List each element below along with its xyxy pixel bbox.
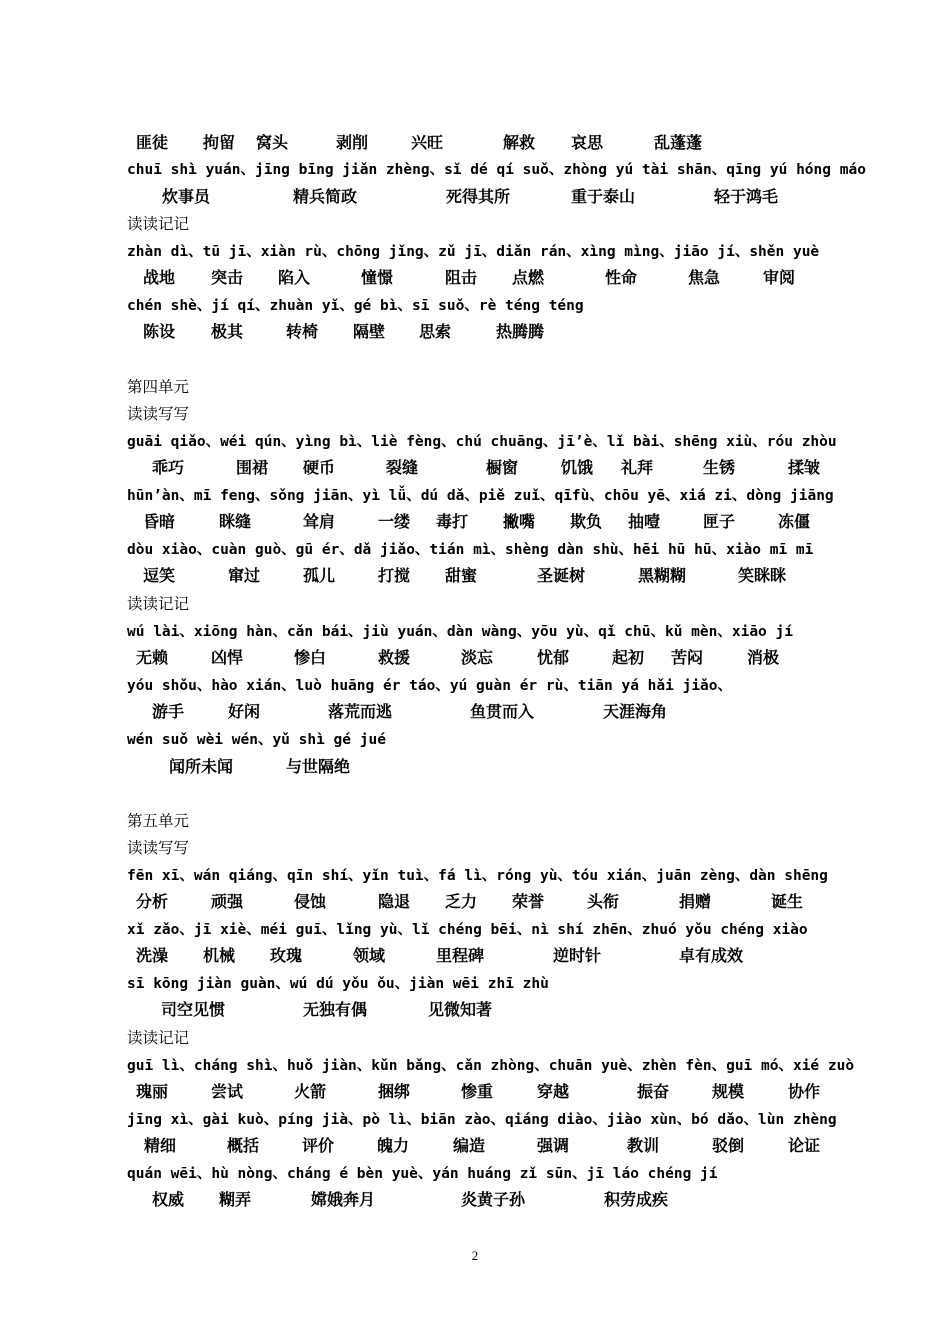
vocab-word: 里程碑 <box>436 946 485 965</box>
hanzi-row <box>127 266 847 290</box>
vocab-word: 分析 <box>136 892 169 911</box>
vocab-word: 见微知著 <box>428 1000 493 1019</box>
vocab-word: 头衔 <box>587 892 620 911</box>
vocab-word: 捆绑 <box>378 1082 411 1101</box>
page-number: 2 <box>471 1248 479 1263</box>
vocab-word: 规模 <box>712 1082 745 1101</box>
vocab-word: 孤儿 <box>303 566 336 585</box>
vocab-word: 硬币 <box>303 458 336 477</box>
vocab-word: 积劳成疾 <box>604 1190 669 1209</box>
vocab-word: 点燃 <box>512 268 545 287</box>
vocab-word: 起初 <box>612 648 645 667</box>
vocab-word: 审阅 <box>763 268 796 287</box>
vocab-word: 冻僵 <box>778 512 811 531</box>
vocab-word: 无独有偶 <box>303 1000 368 1019</box>
vocab-word: 窜过 <box>228 566 261 585</box>
vocab-word: 强调 <box>537 1136 570 1155</box>
vocab-word: 死得其所 <box>446 187 511 206</box>
vocab-word: 窝头 <box>256 133 289 152</box>
pinyin-line: xǐ zǎo、jī xiè、méi guī、lǐng yù、lǐ chéng bēi、nì shí zhēn、zhuó yǒu chéng xiào <box>127 922 808 938</box>
vocab-word: 顽强 <box>211 892 244 911</box>
vocab-word: 驳倒 <box>712 1136 745 1155</box>
vocab-word: 拘留 <box>203 133 236 152</box>
vocab-word: 卓有成效 <box>679 946 744 965</box>
vocab-word: 论证 <box>788 1136 821 1155</box>
vocab-word: 轻于鸿毛 <box>714 187 779 206</box>
vocab-word: 乱蓬蓬 <box>654 133 703 152</box>
vocab-word: 编造 <box>453 1136 486 1155</box>
vocab-word: 火箭 <box>294 1082 327 1101</box>
vocab-word: 兴旺 <box>411 133 444 152</box>
vocab-word: 领域 <box>353 946 386 965</box>
vocab-word: 圣诞树 <box>537 566 586 585</box>
vocab-word: 振奋 <box>637 1082 670 1101</box>
section-heading: 读读写写 <box>127 839 190 857</box>
vocab-word: 淡忘 <box>461 648 494 667</box>
vocab-word: 陷入 <box>278 268 311 287</box>
vocab-word: 司空见惯 <box>161 1000 226 1019</box>
vocab-word: 撇嘴 <box>503 512 536 531</box>
vocab-word: 诞生 <box>771 892 804 911</box>
vocab-word: 落荒而逃 <box>328 702 393 721</box>
hanzi-row <box>127 185 847 209</box>
pinyin-line: sī kōng jiàn guàn、wú dú yǒu ǒu、jiàn wēi zhī zhù <box>127 976 549 992</box>
hanzi-row <box>127 320 847 344</box>
pinyin-line: chén shè、jí qí、zhuàn yǐ、gé bì、sī suǒ、rè téng téng <box>127 298 584 314</box>
vocab-word: 阻击 <box>445 268 478 287</box>
vocab-word: 机械 <box>203 946 236 965</box>
hanzi-row <box>127 456 847 480</box>
vocab-word: 隔壁 <box>353 322 386 341</box>
vocab-word: 解救 <box>503 133 536 152</box>
vocab-word: 隐退 <box>378 892 411 911</box>
vocab-word: 转椅 <box>286 322 319 341</box>
vocab-word: 逗笑 <box>143 566 176 585</box>
hanzi-row <box>127 131 847 155</box>
vocab-word: 揉皱 <box>788 458 821 477</box>
vocab-word: 糊弄 <box>219 1190 252 1209</box>
vocab-word: 欺负 <box>570 512 603 531</box>
pinyin-line: wú lài、xiōng hàn、cǎn bái、jiù yuán、dàn wàng、yōu yù、qǐ chū、kǔ mèn、xiāo jí <box>127 624 793 640</box>
vocab-word: 忧郁 <box>537 648 570 667</box>
vocab-word: 洗澡 <box>136 946 169 965</box>
vocab-word: 极其 <box>211 322 244 341</box>
vocab-word: 打搅 <box>378 566 411 585</box>
vocab-word: 乖巧 <box>152 458 185 477</box>
vocab-word: 与世隔绝 <box>286 757 351 776</box>
section-heading: 读读记记 <box>127 595 190 613</box>
pinyin-line: quán wēi、hù nòng、cháng é bèn yuè、yán huáng zǐ sūn、jī láo chéng jí <box>127 1166 718 1182</box>
pinyin-line: dòu xiào、cuàn guò、gū ér、dǎ jiǎo、tián mì、shèng dàn shù、hēi hū hū、xiào mī mī <box>127 542 814 558</box>
vocab-word: 闻所未闻 <box>169 757 234 776</box>
vocab-word: 侵蚀 <box>294 892 327 911</box>
vocab-word: 匣子 <box>703 512 736 531</box>
vocab-word: 无赖 <box>136 648 169 667</box>
vocab-word: 游手 <box>152 702 185 721</box>
pinyin-line: yóu shǒu、hào xián、luò huāng ér táo、yú guàn ér rù、tiān yá hǎi jiǎo、 <box>127 678 733 694</box>
vocab-word: 惨重 <box>461 1082 494 1101</box>
vocab-word: 鱼贯而入 <box>470 702 535 721</box>
hanzi-row <box>127 646 847 670</box>
hanzi-row <box>127 944 847 968</box>
vocab-word: 橱窗 <box>486 458 519 477</box>
vocab-word: 逆时针 <box>553 946 602 965</box>
vocab-word: 裂缝 <box>386 458 419 477</box>
hanzi-row <box>127 700 847 724</box>
vocab-word: 瑰丽 <box>136 1082 169 1101</box>
vocab-word: 嫦娥奔月 <box>311 1190 376 1209</box>
vocab-word: 昏暗 <box>143 512 176 531</box>
vocab-word: 性命 <box>605 268 638 287</box>
vocab-word: 甜蜜 <box>445 566 478 585</box>
vocab-word: 惨白 <box>294 648 327 667</box>
vocab-word: 玫瑰 <box>270 946 303 965</box>
vocab-word: 战地 <box>143 268 176 287</box>
pinyin-line: guī lì、cháng shì、huǒ jiàn、kǔn bǎng、cǎn zhòng、chuān yuè、zhèn fèn、guī mó、xié zuò <box>127 1058 855 1074</box>
hanzi-row <box>127 755 847 779</box>
pinyin-line: guāi qiǎo、wéi qún、yìng bì、liè fèng、chú chuāng、jī’è、lǐ bài、shēng xiù、róu zhòu <box>127 434 837 450</box>
vocab-word: 穿越 <box>537 1082 570 1101</box>
vocab-word: 乏力 <box>445 892 478 911</box>
vocab-word: 炎黄子孙 <box>461 1190 526 1209</box>
vocab-word: 憧憬 <box>361 268 394 287</box>
vocab-word: 哀思 <box>571 133 604 152</box>
vocab-word: 评价 <box>302 1136 335 1155</box>
vocab-word: 焦急 <box>688 268 721 287</box>
pinyin-line: hūn’àn、mī feng、sǒng jiān、yì lǚ、dú dǎ、piě zuǐ、qīfù、chōu yē、xiá zi、dòng jiāng <box>127 488 834 504</box>
vocab-word: 饥饿 <box>561 458 594 477</box>
vocab-word: 精兵简政 <box>293 187 358 206</box>
vocab-word: 权威 <box>152 1190 185 1209</box>
vocab-word: 热腾腾 <box>496 322 545 341</box>
vocab-word: 眯缝 <box>219 512 252 531</box>
vocab-word: 剥削 <box>336 133 369 152</box>
vocab-word: 消极 <box>747 648 780 667</box>
vocab-word: 精细 <box>144 1136 177 1155</box>
vocab-word: 一缕 <box>378 512 411 531</box>
pinyin-line: wén suǒ wèi wén、yǔ shì gé jué <box>127 732 386 748</box>
vocab-word: 生锈 <box>703 458 736 477</box>
vocab-word: 毒打 <box>436 512 469 531</box>
section-heading: 读读写写 <box>127 405 190 423</box>
vocab-word: 重于泰山 <box>571 187 636 206</box>
hanzi-row <box>127 1080 847 1104</box>
vocab-word: 陈设 <box>143 322 176 341</box>
vocab-word: 凶悍 <box>211 648 244 667</box>
hanzi-row <box>127 998 847 1022</box>
vocab-word: 炊事员 <box>162 187 211 206</box>
vocab-word: 天涯海角 <box>603 702 668 721</box>
section-heading: 第四单元 <box>127 378 190 396</box>
pinyin-line: zhàn dì、tū jī、xiàn rù、chōng jǐng、zǔ jī、diǎn rán、xìng mìng、jiāo jí、shěn yuè <box>127 244 820 260</box>
hanzi-row <box>127 890 847 914</box>
vocab-word: 黑糊糊 <box>638 566 687 585</box>
pinyin-line: chuī shì yuán、jīng bīng jiǎn zhèng、sǐ dé qí suǒ、zhòng yú tài shān、qīng yú hóng máo <box>127 162 866 178</box>
pinyin-line: jīng xì、gài kuò、píng jià、pò lì、biān zào、qiáng diào、jiào xùn、bó dǎo、lùn zhèng <box>127 1112 837 1128</box>
vocab-word: 救援 <box>378 648 411 667</box>
vocab-word: 抽噎 <box>628 512 661 531</box>
vocab-word: 协作 <box>788 1082 821 1101</box>
section-heading: 读读记记 <box>127 215 190 233</box>
vocab-word: 耸肩 <box>303 512 336 531</box>
vocab-word: 苦闷 <box>671 648 704 667</box>
vocab-word: 围裙 <box>236 458 269 477</box>
vocab-word: 笑眯眯 <box>738 566 787 585</box>
vocab-word: 荣誉 <box>512 892 545 911</box>
vocab-word: 概括 <box>227 1136 260 1155</box>
vocab-word: 思索 <box>419 322 452 341</box>
vocab-word: 魄力 <box>377 1136 410 1155</box>
pinyin-line: fēn xī、wán qiáng、qīn shí、yǐn tuì、fá lì、róng yù、tóu xián、juān zèng、dàn shēng <box>127 868 828 884</box>
vocab-word: 匪徒 <box>136 133 169 152</box>
hanzi-row <box>127 510 847 534</box>
vocab-word: 尝试 <box>211 1082 244 1101</box>
vocab-word: 礼拜 <box>621 458 654 477</box>
hanzi-row <box>127 564 847 588</box>
vocab-word: 教训 <box>627 1136 660 1155</box>
vocab-word: 突击 <box>211 268 244 287</box>
hanzi-row <box>127 1134 847 1158</box>
section-heading: 第五单元 <box>127 812 190 830</box>
hanzi-row <box>127 1188 847 1212</box>
vocab-word: 捐赠 <box>679 892 712 911</box>
vocab-word: 好闲 <box>228 702 261 721</box>
section-heading: 读读记记 <box>127 1029 190 1047</box>
